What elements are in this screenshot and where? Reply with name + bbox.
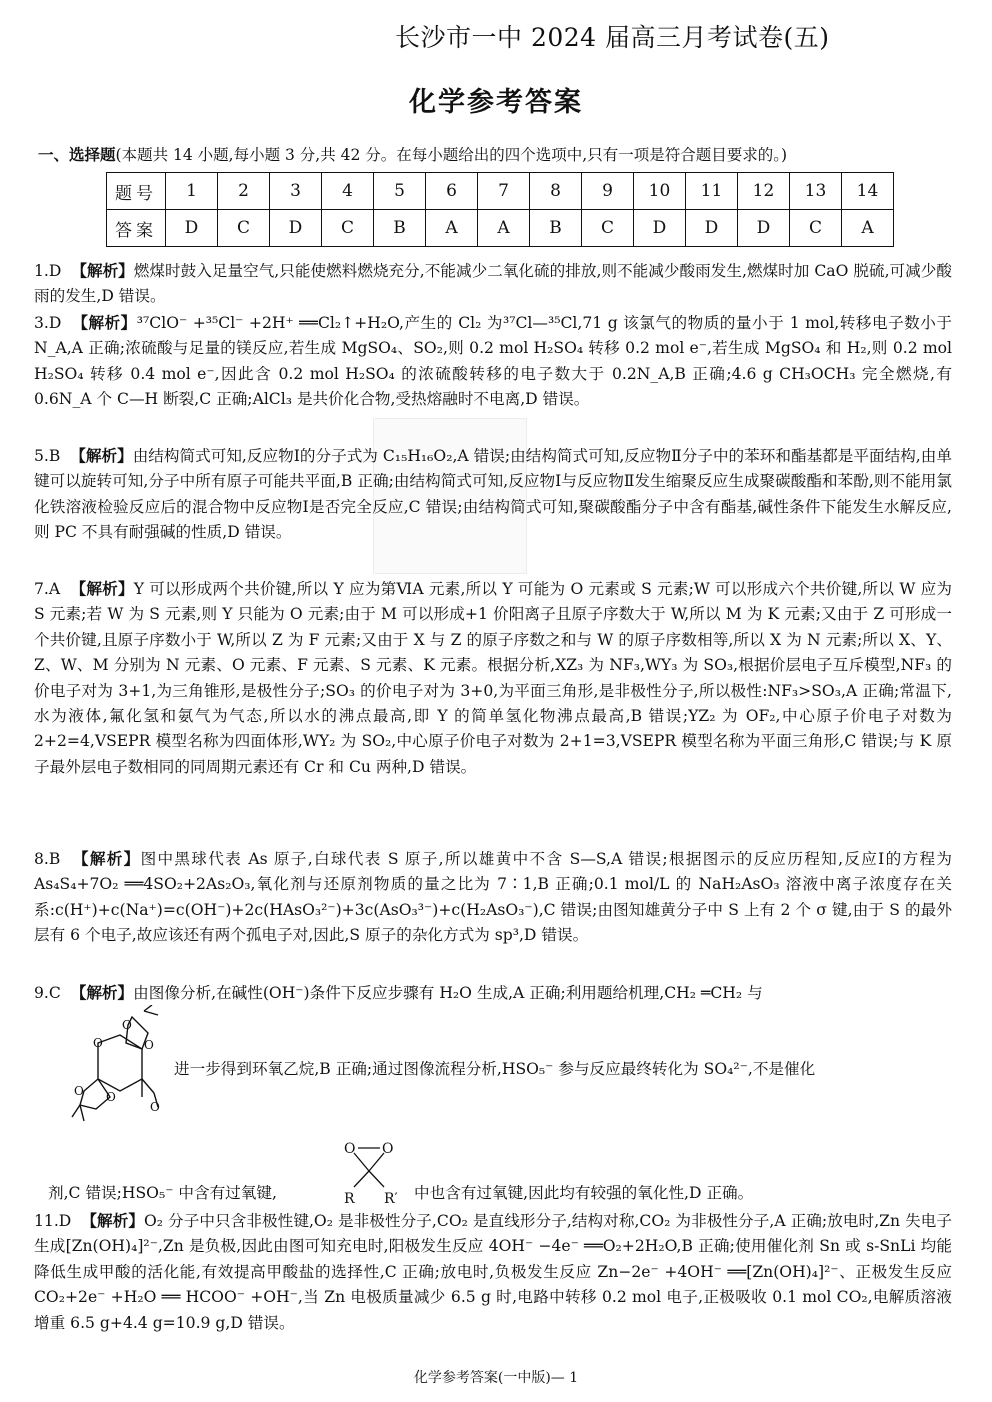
svg-text:O: O: [122, 1018, 132, 1032]
answer-cell: C: [218, 210, 270, 247]
answer-cell: A: [842, 210, 894, 247]
explanation-q9-line2: 进一步得到环氧乙烷,B 正确;通过图像流程分析,HSO₅⁻ 参与反应最终转化为 SO₄²⁻,不是催化: [174, 1060, 816, 1078]
answer-cell: D: [634, 210, 686, 247]
question-label: 7.A: [34, 580, 61, 598]
explanation-q9: [34, 980, 952, 1006]
explanation-q11: [34, 1208, 952, 1336]
question-number-cell: 8: [530, 173, 582, 210]
question-number-cell: 11: [686, 173, 738, 210]
question-number-cell: 10: [634, 173, 686, 210]
analysis-tag: 【解析】: [70, 579, 134, 598]
question-label: 11.D: [34, 1212, 72, 1230]
row-label: 题号: [107, 173, 166, 210]
explanation-q9-line3a: 剂,C 错误;HSO₅⁻ 中含有过氧键,: [48, 1184, 277, 1202]
explanation-text: 燃煤时鼓入足量空气,只能使燃料燃烧充分,不能减少二氧化硫的排放,则不能减少酸雨发生,燃煤时加 CaO 脱硫,可减少酸雨的发生,D 错误。: [34, 262, 952, 306]
answer-cell: D: [738, 210, 790, 247]
exam-title: 长沙市一中 2024 届高三月考试卷(五): [395, 23, 830, 52]
question-number-cell: 13: [790, 173, 842, 210]
page-footer: 化学参考答案(一中版)— 1: [413, 1370, 579, 1386]
answer-cell: D: [270, 210, 322, 247]
svg-text:O: O: [106, 1090, 116, 1104]
question-number-cell: 2: [218, 173, 270, 210]
explanation-q7: [34, 576, 952, 780]
answer-cell: D: [166, 210, 218, 247]
analysis-tag: 【解析】: [72, 849, 141, 868]
explanation-q1: [34, 258, 952, 310]
analysis-tag: 【解析】: [70, 446, 133, 465]
question-number-cell: 12: [738, 173, 790, 210]
explanation-text: 图中黑球代表 As 原子,白球代表 S 原子,所以雄黄中不含 S—S,A 错误;根据图示的反应历程知,反应Ⅰ的方程为 As₄S₄+7O₂ ══4SO₂+2As₂O₃,氧化剂与还原剂物质的量之比为 7∶1,B 正确;0.1 mol/L 的 NaH₂AsO₃ 溶液中离子浓度存在关系:c(H⁺)+c(Na⁺)=c(OH⁻)+2c(HAsO₃²⁻)+3c(AsO₃³⁻)+c(H₂AsO₃⁻),C 错误;由图知雄黄分子中 S 上有 2 个 σ 键,由于 S 的最外层有 6 个电子,故应该还有两个孤电子对,因此,S 原子的杂化方式为 sp³,D 错误。: [34, 850, 952, 945]
svg-text:O: O: [150, 1100, 160, 1114]
r-group-label: R: [344, 1191, 355, 1207]
svg-text:O: O: [74, 1084, 84, 1098]
answer-cell: C: [582, 210, 634, 247]
answer-cell: C: [322, 210, 374, 247]
explanation-q8: [34, 846, 952, 949]
row-label: 答案: [107, 210, 166, 247]
question-number-cell: 1: [166, 173, 218, 210]
answer-cell: B: [374, 210, 426, 247]
analysis-tag: 【解析】: [71, 261, 134, 280]
question-number-cell: 6: [426, 173, 478, 210]
answer-cell: D: [686, 210, 738, 247]
pyranose-ring: [98, 1035, 142, 1091]
explanation-text: O₂ 分子中只含非极性键,O₂ 是非极性分子,CO₂ 是直线形分子,结构对称,CO₂ 为非极性分子,A 正确;放电时,Zn 失电子生成[Zn(OH)₄]²⁻,Zn 是负极,因此由图可知充电时,阳极发生反应 4OH⁻ −4e⁻ ══O₂+2H₂O,B 正确;使用催化剂 Sn 或 s-SnLi 均能降低生成甲酸的活化能,有效提高甲酸盐的选择性,C 正确;放电时,负极发生反应 Zn−2e⁻ +4OH⁻ ══[Zn(OH)₄]²⁻、正极发生反应 CO₂+2e⁻ +H₂O ══ HCOO⁻ +OH⁻,当 Zn 电极质量减少 6.5 g 时,电路中转移 0.2 mol 电子,正极吸收 0.1 mol CO₂,电解质溶液增重 6.5 g+4.4 g=10.9 g,D 错误。: [34, 1212, 952, 1332]
answer-row: [107, 210, 894, 247]
explanation-text: 由图像分析,在碱性(OH⁻)条件下反应步骤有 H₂O 生成,A 正确;利用题给机理,CH₂ ═CH₂ 与: [133, 984, 763, 1002]
acetonide-molecule-diagram: [62, 1005, 172, 1135]
svg-text:O: O: [144, 1038, 154, 1052]
question-number-cell: 14: [842, 173, 894, 210]
answer-cell: A: [478, 210, 530, 247]
svg-text:O: O: [93, 1036, 103, 1050]
analysis-tag: 【解析】: [70, 983, 134, 1002]
question-label: 8.B: [34, 850, 61, 868]
explanation-text: Y 可以形成两个共价键,所以 Y 应为第ⅥA 元素,所以 Y 可能为 O 元素或 S 元素;W 可以形成六个共价键,所以 W 应为 S 元素;若 W 为 S 元素,则 Y 只能为 O 元素;由于 M 可以形成+1 价阳离子且原子序数大于 W,所以 M 为 K 元素;又由于 Z 可形成一个共价键,且原子序数小于 W,所以 Z 为 F 元素;又由于 X 与 Z 的原子序数之和与 W 的原子序数相等,所以 X 为 N 元素;所以 X、Y、Z、W、M 分别为 N 元素、O 元素、F 元素、S 元素、K 元素。根据分析,XZ₃ 为 NF₃,WY₃ 为 SO₃,根据价层电子互斥模型,NF₃ 的价电子对为 3+1,为三角锥形,是极性分子;SO₃ 的价电子对为 3+0,为平面三角形,是非极性分子,所以极性:NF₃>SO₃,A 正确;常温下,水为液体,氟化氢和氨气为气态,所以水的沸点最高,即 Y 的简单氢化物沸点最高,B 错误;YZ₂ 为 OF₂,中心原子价电子对数为 2+2=4,VSEPR 模型名称为四面体形,WY₂ 为 SO₂,中心原子价电子对数为 2+1=3,VSEPR 模型名称为平面三角形,C 错误;与 K 原子最外层电子数相同的同周期元素还有 Cr 和 Cu 两种,D 错误。: [34, 580, 952, 776]
question-number-row: [107, 173, 894, 210]
question-number-cell: 7: [478, 173, 530, 210]
explanation-q5: [34, 443, 952, 546]
section-heading: [38, 143, 968, 165]
oxygen-label: O: [344, 1141, 356, 1157]
question-label: 5.B: [34, 447, 61, 465]
answer-cell: B: [530, 210, 582, 247]
question-label: 1.D: [34, 262, 62, 280]
question-label: 9.C: [34, 984, 61, 1002]
oxygen-label: O: [382, 1141, 394, 1157]
analysis-tag: 【解析】: [72, 313, 137, 332]
explanation-text: 由结构简式可知,反应物Ⅰ的分子式为 C₁₅H₁₆O₂,A 错误;由结构简式可知,反应物Ⅱ分子中的苯环和酯基都是平面结构,由单键可以旋转可知,分子中所有原子可能共平面,B 正确;由结构简式可知,反应物Ⅰ与反应物Ⅱ发生缩聚反应生成聚碳酸酯和苯酚,则不能用氯化铁溶液检验反应后的混合物中反应物Ⅰ是否完全反应,C 错误;由结构简式可知,聚碳酸酯分子中含有酯基,碱性条件下能发生水解反应,则 PC 不具有耐强碱的性质,D 错误。: [34, 447, 952, 542]
question-number-cell: 4: [322, 173, 374, 210]
analysis-tag: 【解析】: [81, 1211, 144, 1230]
explanation-q9-line3b: 中也含有过氧键,因此均有较强的氧化性,D 正确。: [414, 1184, 754, 1202]
question-number-cell: 5: [374, 173, 426, 210]
question-label: 3.D: [34, 314, 62, 332]
explanation-text: ³⁷ClO⁻ +³⁵Cl⁻ +2H⁺ ══Cl₂↑+H₂O,产生的 Cl₂ 为³⁷Cl—³⁵Cl,71 g 该氯气的物质的量小于 1 mol,转移电子数小于 N_A,A 正确;浓硫酸与足量的镁反应,若生成 MgSO₄、SO₂,则 0.2 mol H₂SO₄ 转移 0.2 mol e⁻,若生成 MgSO₄ 和 H₂,则 0.2 mol H₂SO₄ 转移 0.4 mol e⁻,因此含 0.2 mol H₂SO₄ 的浓硫酸转移的电子数大于 0.2N_A,B 正确;4.6 g CH₃OCH₃ 完全燃烧,有 0.6N_A 个 C—H 断裂,C 正确;AlCl₃ 是共价化合物,受热熔融时不电离,D 错误。: [34, 314, 952, 409]
section-name: 一、选择题: [38, 145, 116, 164]
r-prime-group-label: R′: [384, 1191, 398, 1207]
question-number-cell: 3: [270, 173, 322, 210]
answer-table: [106, 172, 894, 247]
answer-cell: A: [426, 210, 478, 247]
question-number-cell: 9: [582, 173, 634, 210]
section-description: (本题共 14 小题,每小题 3 分,共 42 分。在每小题给出的四个选项中,只有一项是符合题目要求的。): [115, 146, 788, 164]
answer-cell: C: [790, 210, 842, 247]
document-title: 化学参考答案: [409, 87, 583, 118]
explanation-q3: [34, 310, 952, 413]
